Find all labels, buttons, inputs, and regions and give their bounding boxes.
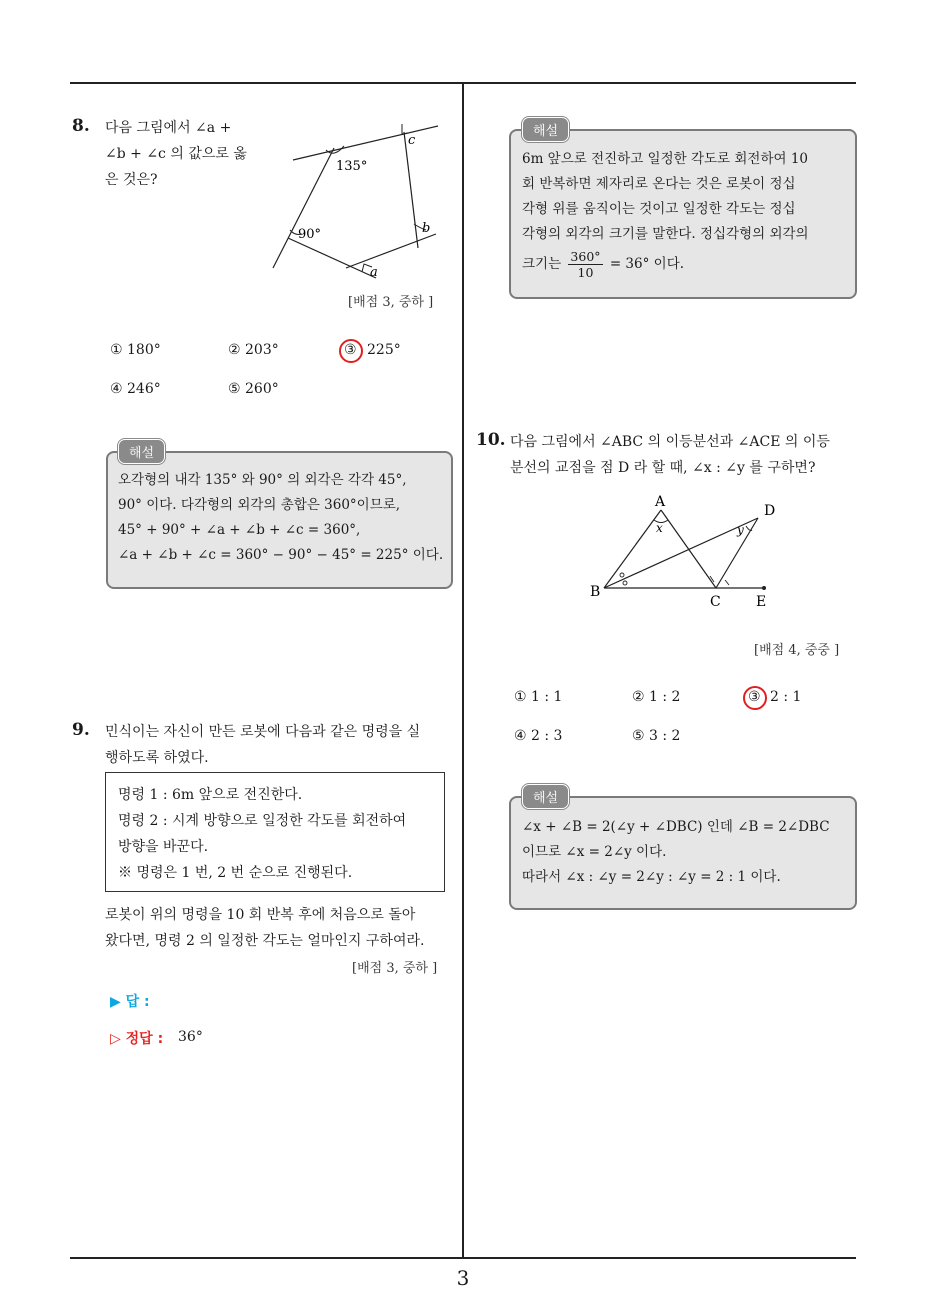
q9-text-line: 행하도록 하였다. — [105, 750, 209, 766]
q10-choice-3-number[interactable]: ③ — [748, 689, 761, 705]
q8-label-b: b — [422, 221, 431, 236]
q8-choice-2[interactable]: ② 203° — [228, 342, 279, 358]
q8-solution-line: 90° 이다. 다각형의 외각의 총합은 360°이므로, — [118, 497, 401, 513]
q8-pentagon-figure — [268, 120, 458, 290]
q8-solution-line: 45° + 90° + ∠a + ∠b + ∠c = 360°, — [118, 522, 361, 538]
q9-answer-label: ▶ 답 : — [110, 994, 150, 1010]
q8-solution-line: 오각형의 내각 135° 와 90° 의 외각은 각각 45°, — [118, 472, 407, 488]
q9-number: 9. — [72, 720, 90, 740]
q9-solution-line: 각형 위를 움직이는 것이고 일정한 각도는 정십 — [522, 201, 796, 217]
q9-command-text — [118, 782, 406, 886]
q10-text — [510, 429, 830, 481]
q9-solution-line: 6m 앞으로 전진하고 일정한 각도로 회전하여 10 — [522, 151, 809, 167]
q10-triangle-figure — [586, 490, 786, 610]
q8-line-right-bottom — [346, 234, 436, 268]
q8-label-135: 135° — [336, 159, 368, 174]
q9-score: [배점 3, 중하 ] — [352, 961, 438, 976]
page-number: 3 — [456, 1266, 470, 1290]
q10-text-line: 다음 그림에서 ∠ABC 의 이등분선과 ∠ACE 의 이등 — [510, 434, 830, 450]
q10-choice-5[interactable]: ⑤ 3 : 2 — [632, 728, 681, 744]
q10-text-line: 분선의 교점을 점 D 라 할 때, ∠x : ∠y 를 구하면? — [510, 460, 816, 476]
q8-choice-4[interactable]: ④ 246° — [110, 381, 161, 397]
q10-choice-2[interactable]: ② 1 : 2 — [632, 689, 681, 705]
q10-label-A: A — [655, 494, 666, 510]
footer-rule — [70, 1257, 856, 1259]
q9-command-line: 방향을 바꾼다. — [118, 839, 209, 855]
q10-label-E: E — [756, 594, 767, 610]
q8-choice-3-number[interactable]: ③ — [344, 342, 357, 358]
q10-choice-3[interactable]: 2 : 1 — [770, 689, 802, 705]
q9-fraction-numerator: 360° — [570, 249, 601, 264]
q8-number: 8. — [72, 116, 90, 136]
q8-line-left — [273, 148, 334, 268]
q8-text-line: 은 것은? — [105, 172, 158, 188]
q10-score: [배점 4, 중중 ] — [754, 643, 840, 658]
q10-label-x: x — [656, 521, 663, 535]
q9-solution-line: 각형의 외각의 크기를 말한다. 정십각형의 외각의 — [522, 226, 809, 242]
q9-command-line: 명령 2 : 시계 방향으로 일정한 각도를 회전하여 — [118, 813, 407, 829]
q9-fraction-denominator: 10 — [577, 265, 594, 280]
q10-mark-tick2 — [725, 580, 729, 585]
q8-choice-5[interactable]: ⑤ 260° — [228, 381, 279, 397]
q10-mark-o2 — [623, 581, 627, 585]
q10-label-B: B — [590, 584, 601, 600]
q8-label-c: c — [408, 133, 416, 148]
q9-solution-last-line — [522, 247, 809, 281]
q8-choice-1[interactable]: ① 180° — [110, 342, 161, 358]
q8-score: [배점 3, 중하 ] — [348, 295, 434, 310]
q8-line-right — [404, 132, 418, 248]
column-divider — [462, 82, 464, 1258]
q8-solution-tag: 해설 — [118, 439, 165, 464]
q9-question — [105, 902, 424, 954]
q10-solution-line: 이므로 ∠x = 2∠y 이다. — [522, 844, 667, 860]
q8-text-line: 다음 그림에서 ∠a + — [105, 120, 232, 136]
q9-solution-prefix: 크기는 — [522, 256, 562, 272]
q10-number: 10. — [476, 430, 506, 450]
q8-line-top — [293, 126, 438, 160]
q10-mark-o1 — [620, 573, 624, 577]
q9-text-line: 민식이는 자신이 만든 로봇에 다음과 같은 명령을 실 — [105, 724, 421, 740]
q8-choice-3[interactable]: 225° — [367, 342, 401, 358]
q10-solution-text — [522, 815, 830, 890]
q10-choice-4[interactable]: ④ 2 : 3 — [514, 728, 563, 744]
q9-question-line: 왔다면, 명령 2 의 일정한 각도는 얼마인지 구하여라. — [105, 933, 425, 949]
q9-command-line: 명령 1 : 6m 앞으로 전진한다. — [118, 787, 303, 803]
q10-line-BA — [604, 510, 661, 588]
q8-solution-text — [118, 468, 443, 568]
q9-solution-tag: 해설 — [522, 117, 569, 142]
q9-solution-line: 회 반복하면 제자리로 온다는 것은 로봇이 정십 — [522, 176, 796, 192]
q8-text-line: ∠b + ∠c 의 값으로 옳 — [105, 146, 247, 162]
q8-line-bottom — [288, 238, 376, 278]
q10-choice-1[interactable]: ① 1 : 1 — [514, 689, 563, 705]
q10-line-BD — [604, 518, 758, 588]
q10-label-D: D — [764, 503, 776, 519]
q9-solution-suffix: = 36° 이다. — [609, 256, 685, 272]
q9-correct-value: 36° — [178, 1029, 203, 1045]
q9-solution-text — [522, 147, 809, 281]
q10-solution-tag: 해설 — [522, 784, 569, 809]
q9-question-line: 로봇이 위의 명령을 10 회 반복 후에 처음으로 돌아 — [105, 907, 416, 923]
q10-solution-line: 따라서 ∠x : ∠y = 2∠y : ∠y = 2 : 1 이다. — [522, 869, 781, 885]
q9-text — [105, 719, 420, 771]
q10-label-y: y — [737, 523, 744, 537]
q10-label-C: C — [710, 594, 721, 610]
q9-command-line: ※ 명령은 1 번, 2 번 순으로 진행된다. — [118, 865, 353, 881]
q8-label-90: 90° — [298, 227, 322, 242]
q8-label-a: a — [370, 265, 378, 280]
q10-solution-line: ∠x + ∠B = 2(∠y + ∠DBC) 인데 ∠B = 2∠DBC — [522, 819, 830, 835]
q8-solution-line: ∠a + ∠b + ∠c = 360° − 90° − 45° = 225° 이다. — [118, 547, 444, 563]
q9-correct-label: ▷ 정답 : — [110, 1031, 164, 1047]
q8-text — [105, 115, 247, 193]
q10-point-E — [762, 586, 766, 590]
q9-solution-fraction — [568, 249, 602, 280]
